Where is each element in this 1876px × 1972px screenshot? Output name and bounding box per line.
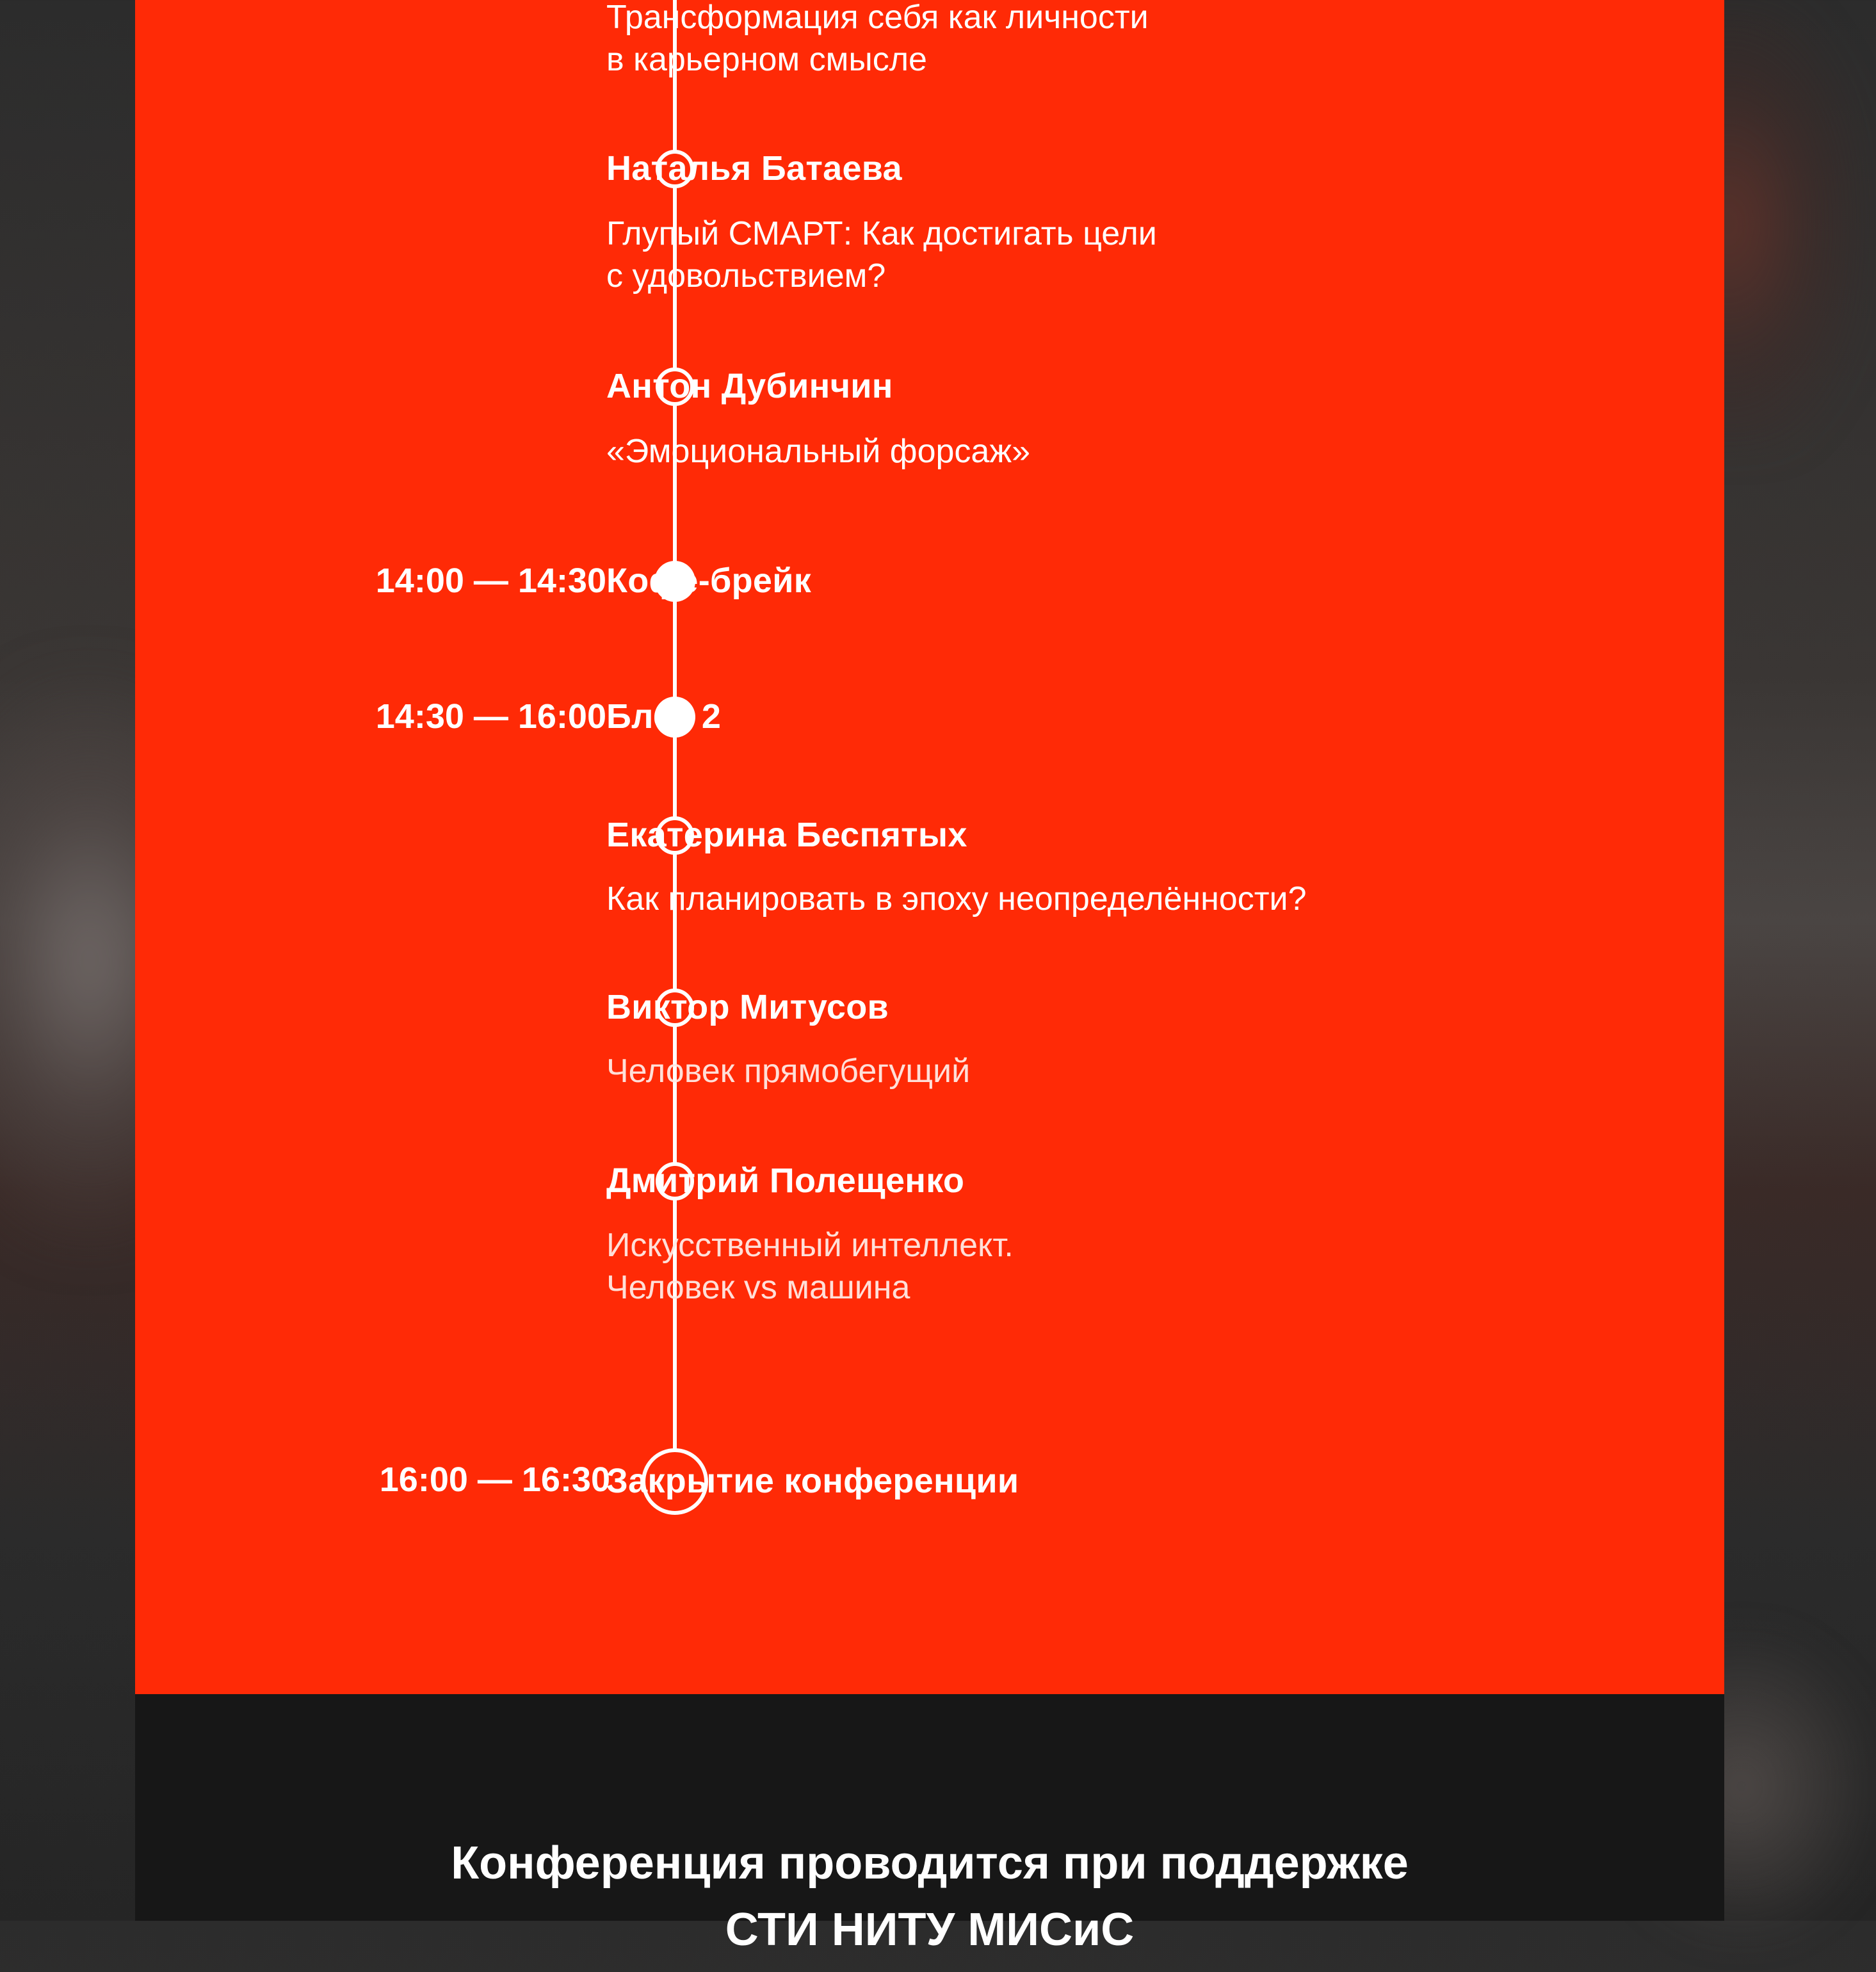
footer-organization: СТИ НИТУ МИСиС (725, 1904, 1135, 1955)
break-label: Кофе-брейк (606, 562, 812, 600)
talk-title: Глупый СМАРТ: Как достигать цели с удовольствием? (606, 215, 1157, 295)
break-time: 14:00 — 14:30 (375, 562, 606, 600)
talk-title: Искусственный интеллект. Человек vs машина (606, 1227, 1014, 1306)
talk-title: Человек прямобегущий (606, 1053, 971, 1090)
block-label: Блок 2 (606, 697, 722, 736)
footer-support-text: Конференция проводится при поддержке (451, 1838, 1409, 1889)
speaker-name: Виктор Митусов (606, 988, 889, 1026)
talk-title: Как планировать в эпоху неопределённости? (606, 880, 1307, 917)
closing-label: Закрытие конференции (606, 1462, 1019, 1500)
speaker-name: Екатерина Беспятых (606, 816, 967, 854)
prev-talk-title: Трансформация себя как личности в карьерном смысле (606, 0, 1149, 78)
speaker-name: Антон Дубинчин (606, 367, 893, 405)
closing-time: 16:00 — 16:30 (379, 1460, 610, 1499)
speaker-name: Дмитрий Полещенко (606, 1161, 965, 1200)
talk-title: «Эмоциональный форсаж» (606, 433, 1031, 470)
speaker-name: Наталья Батаева (606, 149, 902, 188)
footer (135, 1694, 1724, 1955)
block-time: 14:30 — 16:00 (375, 697, 606, 736)
schedule-panel (135, 0, 1724, 1694)
